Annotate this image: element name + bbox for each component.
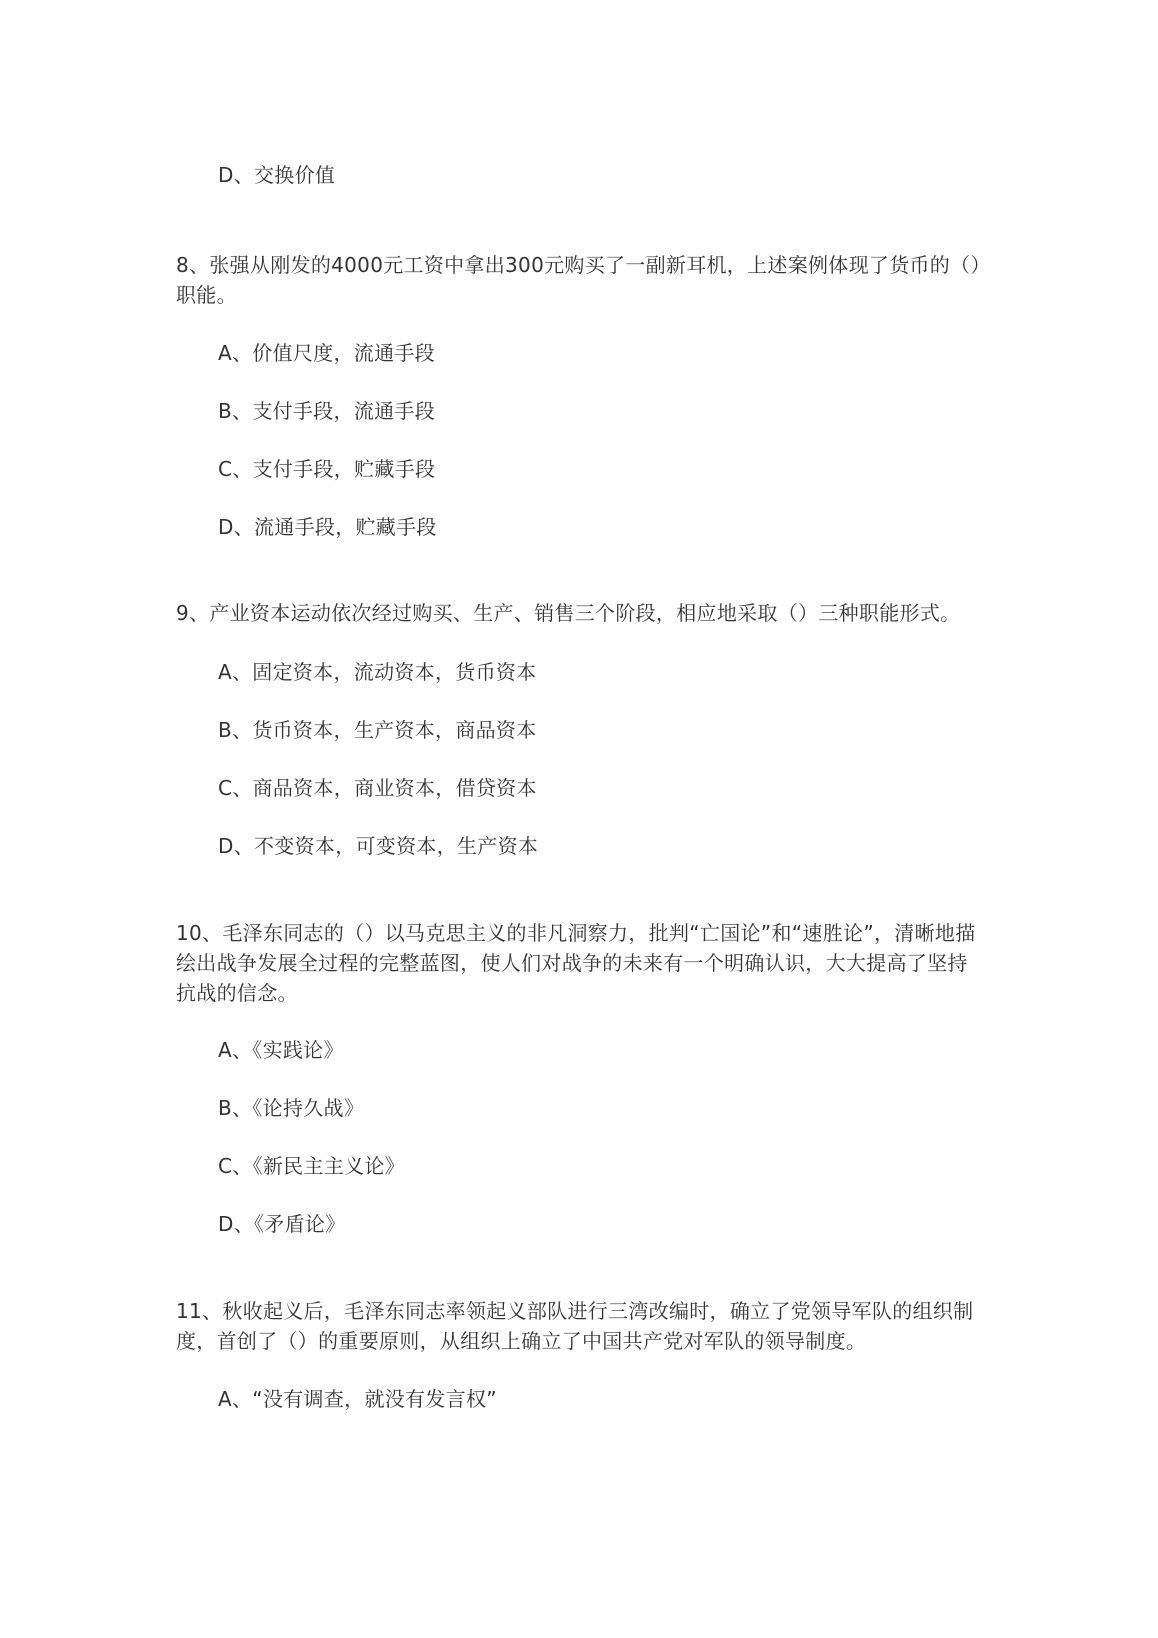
q8-option-a: A、价值尺度，流通手段 [218, 341, 435, 365]
q10-option-c: C、《新民主主义论》 [218, 1154, 405, 1178]
q10-question: 10、毛泽东同志的（）以马克思主义的非凡洞察力，批判“亡国论”和“速胜论”，清晰地描绘出战争发展全过程的完整蓝图，使人们对战争的未来有一个明确认识，大大提高了坚持抗战的信念。 [176, 921, 976, 1005]
q8-option-c: C、支付手段，贮藏手段 [218, 457, 436, 481]
q11-question: 11、秋收起义后，毛泽东同志率领起义部队进行三湾改编时，确立了党领导军队的组织制度，首创了（）的重要原则，从组织上确立了中国共产党对军队的领导制度。 [176, 1299, 974, 1353]
q8-question: 8、张强从刚发的4000元工资中拿出300元购买了一副新耳机，上述案例体现了货币的（）职能。 [176, 253, 981, 307]
q9-option-a: A、固定资本，流动资本，货币资本 [218, 660, 537, 684]
q11-option-a: A、“没有调查，就没有发言权” [218, 1387, 497, 1411]
q10-option-a: A、《实践论》 [218, 1038, 344, 1062]
q9-option-b: B、货币资本，生产资本，商品资本 [218, 718, 537, 742]
q9-option-c: C、商品资本，商业资本，借贷资本 [218, 776, 537, 800]
q8-option-d: D、流通手段，贮藏手段 [218, 515, 437, 539]
q10-option-d: D、《矛盾论》 [218, 1212, 346, 1236]
q7-option-d: D、交换价值 [218, 163, 336, 187]
q9-question: 9、产业资本运动依次经过购买、生产、销售三个阶段，相应地采取（）三种职能形式。 [176, 601, 961, 625]
q10-option-b: B、《论持久战》 [218, 1096, 365, 1120]
q9-option-d: D、不变资本，可变资本，生产资本 [218, 834, 539, 858]
q8-option-b: B、支付手段，流通手段 [218, 399, 436, 423]
